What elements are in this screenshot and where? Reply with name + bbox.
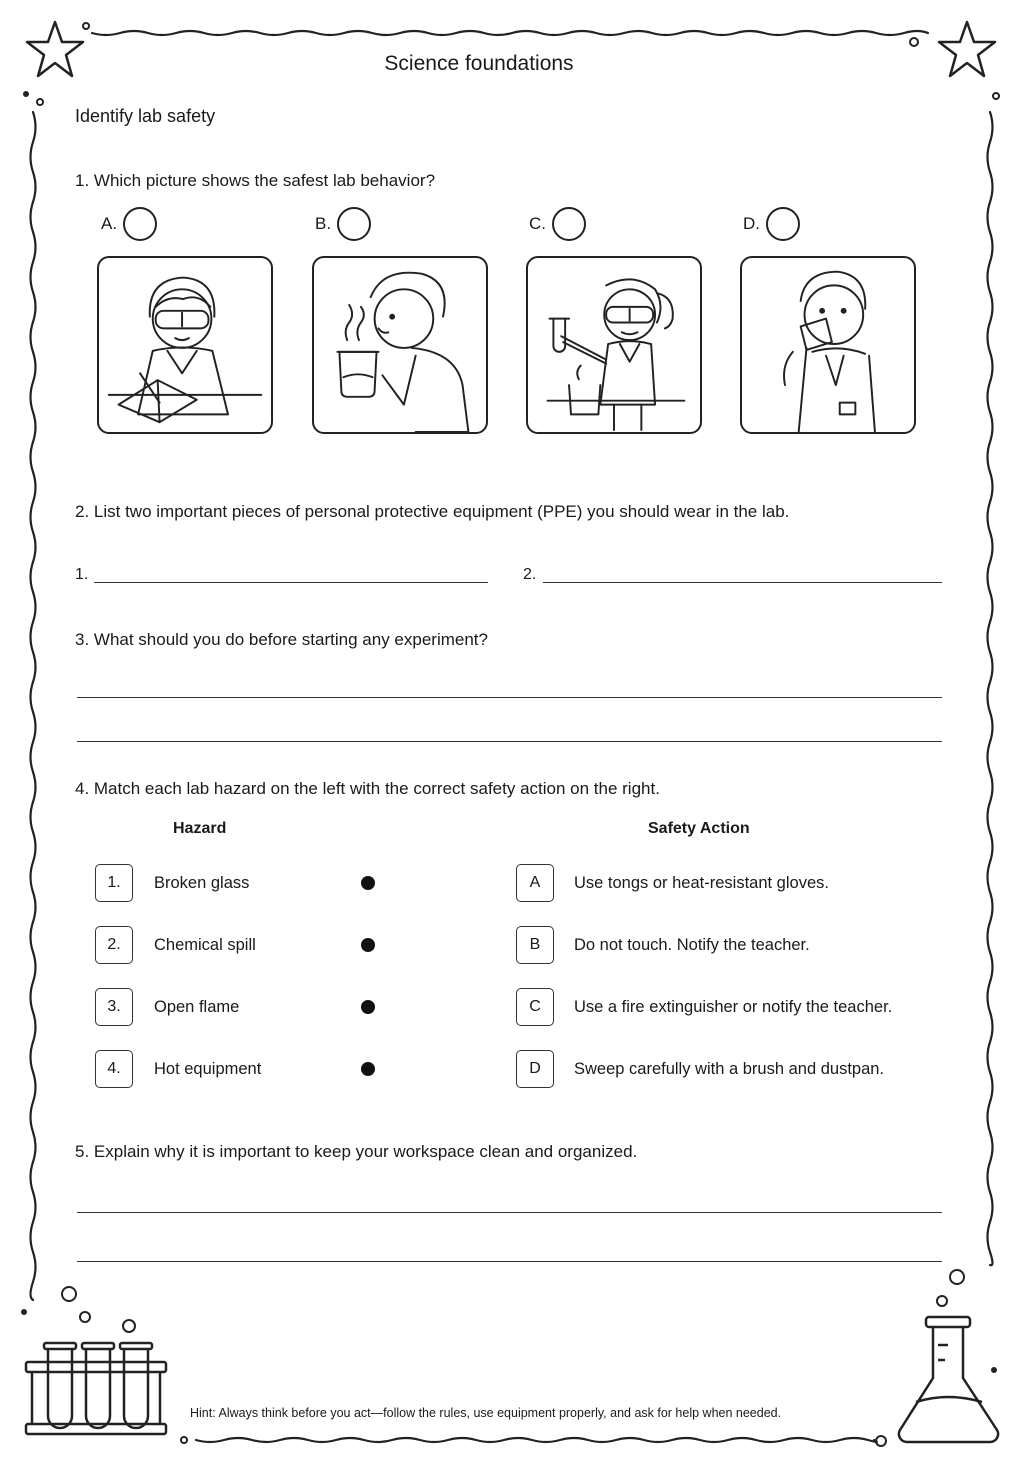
page-subtitle: Identify lab safety [75, 106, 216, 126]
hazard-number: 4. [95, 1050, 133, 1088]
picture-c[interactable] [526, 256, 702, 434]
hint-text: Hint: Always think before you act—follow the rules, use equipment properly, and ask for help when needed. [190, 1406, 782, 1420]
option-label: B. [315, 214, 332, 233]
student-smelling-beaker-icon [314, 258, 486, 432]
answer-number-2: 2. [523, 566, 537, 583]
action-text: Use a fire extinguisher or notify the teacher. [574, 998, 893, 1016]
answer-number-1: 1. [75, 566, 89, 583]
student-drinking-icon [742, 258, 914, 432]
action-text: Sweep carefully with a brush and dustpan. [574, 1060, 885, 1078]
student-writing-icon [99, 258, 271, 432]
radio-circle[interactable] [766, 207, 800, 241]
question-1: 1. Which picture shows the safest lab behavior? [75, 171, 436, 190]
page-title: Science foundations [384, 52, 574, 75]
match-dot[interactable] [361, 938, 375, 952]
option-label: A. [101, 214, 118, 233]
option-c[interactable] [529, 205, 586, 243]
hazard-text: Broken glass [154, 874, 250, 892]
action-letter[interactable]: B [516, 926, 554, 964]
safety-action-header: Safety Action [648, 820, 750, 837]
hazard-header: Hazard [173, 820, 227, 837]
action-text: Do not touch. Notify the teacher. [574, 936, 810, 954]
hazard-number: 1. [95, 864, 133, 902]
answer-line-ppe-2[interactable] [543, 582, 942, 583]
picture-b[interactable] [312, 256, 488, 434]
radio-circle[interactable] [123, 207, 157, 241]
match-dot[interactable] [361, 1000, 375, 1014]
option-label: D. [743, 214, 760, 233]
answer-line[interactable] [77, 697, 942, 698]
hazard-number: 2. [95, 926, 133, 964]
option-b[interactable] [315, 205, 371, 243]
hazard-text: Hot equipment [154, 1060, 262, 1078]
action-text: Use tongs or heat-resistant gloves. [574, 874, 829, 892]
test-tube-rack-icon [26, 1343, 166, 1434]
answer-line-ppe-1[interactable] [94, 582, 488, 583]
hazard-number: 3. [95, 988, 133, 1026]
hazard-text: Open flame [154, 998, 240, 1016]
answer-line[interactable] [77, 741, 942, 742]
picture-a[interactable] [97, 256, 273, 434]
match-dot[interactable] [361, 1062, 375, 1076]
option-a[interactable] [101, 205, 157, 243]
student-using-tongs-icon [528, 258, 700, 432]
question-2: 2. List two important pieces of personal protective equipment (PPE) you should wear in the lab. [75, 502, 790, 521]
action-letter[interactable]: C [516, 988, 554, 1026]
question-5: 5. Explain why it is important to keep your workspace clean and organized. [75, 1142, 638, 1161]
radio-circle[interactable] [552, 207, 586, 241]
flask-icon [899, 1317, 998, 1442]
action-letter[interactable]: D [516, 1050, 554, 1088]
match-dot[interactable] [361, 876, 375, 890]
option-d[interactable] [743, 205, 800, 243]
answer-line[interactable] [77, 1212, 942, 1213]
hazard-text: Chemical spill [154, 936, 256, 954]
answer-line[interactable] [77, 1261, 942, 1262]
picture-d[interactable] [740, 256, 916, 434]
question-4: 4. Match each lab hazard on the left with the correct safety action on the right. [75, 779, 660, 798]
question-3: 3. What should you do before starting any experiment? [75, 630, 488, 649]
radio-circle[interactable] [337, 207, 371, 241]
option-label: C. [529, 214, 546, 233]
action-letter[interactable]: A [516, 864, 554, 902]
